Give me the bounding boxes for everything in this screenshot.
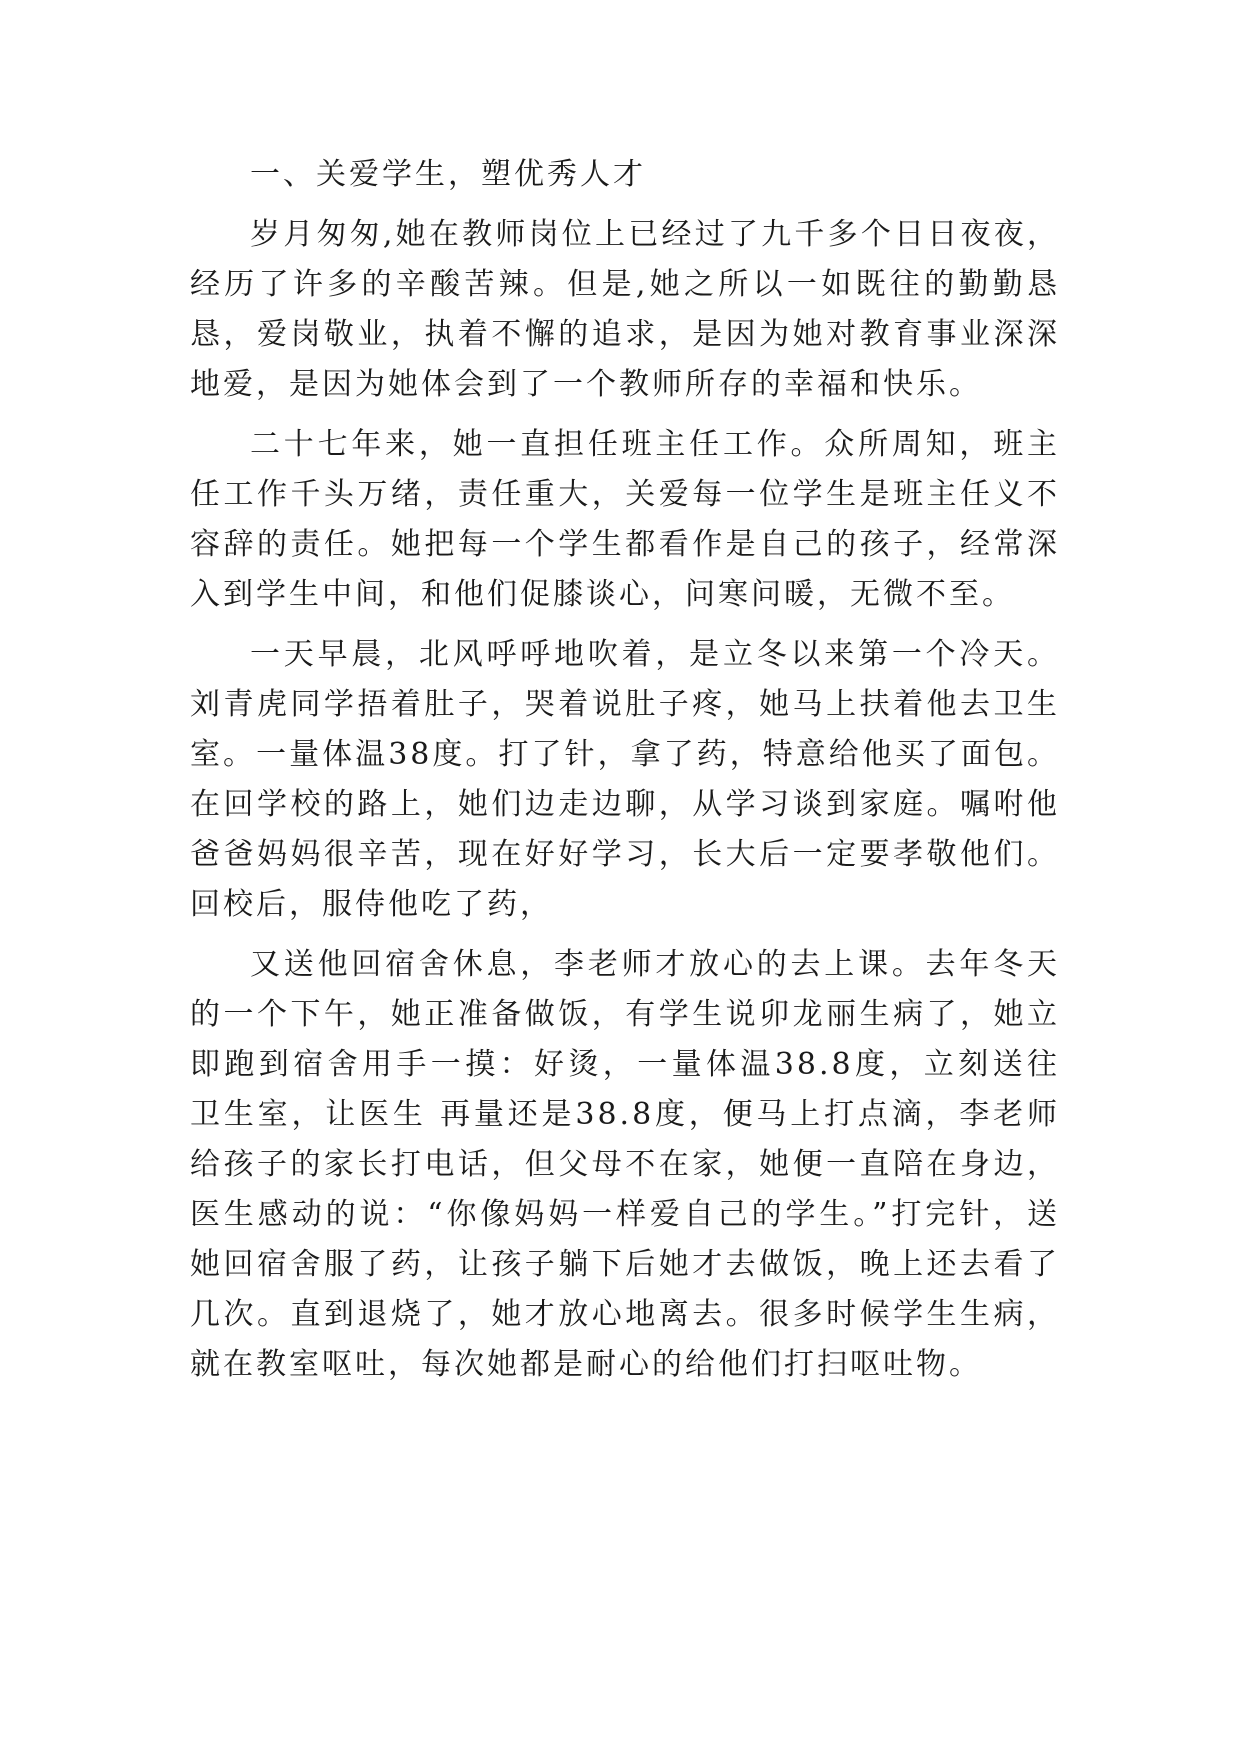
paragraph-3: 一天早晨，北风呼呼地吹着，是立冬以来第一个冷天。刘青虎同学捂着肚子，哭着说肚子疼，她马上扶着他去卫生室。一量体温38度。打了针，拿了药，特意给他买了面包。在回学校的路上，她们边走边聊，从学习谈到家庭。嘱咐他爸爸妈妈很辛苦，现在好好学习，长大后一定要孝敬他们。回校后，服侍他吃了药， bbox=[190, 637, 1060, 922]
paragraph-4: 又送他回宿舍休息，李老师才放心的去上课。去年冬天的一个下午，她正准备做饭，有学生说卯龙丽生病了，她立即跑到宿舍用手一摸：好烫，一量体温38.8度，立刻送往卫生室，让医生 再量还是38.8度，便马上打点滴，李老师给孩子的家长打电话，但父母不在家，她便一直陪在身边，医生感动的说：“你像妈妈一样爱自己的学生。”打完针，送她回宿舍服了药，让孩子躺下后她才去做饭，晚上还去看了几次。直到退烧了，她才放心地离去。很多时候学生生病，就在教室呕吐，每次她都是耐心的给他们打扫呕吐物。 bbox=[190, 947, 1060, 1382]
document-body bbox=[190, 150, 1060, 1400]
paragraph-2: 二十七年来，她一直担任班主任工作。众所周知，班主任工作千头万绪，责任重大，关爱每一位学生是班主任义不容辞的责任。她把每一个学生都看作是自己的孩子，经常深入到学生中间，和他们促膝谈心，问寒问暖，无微不至。 bbox=[190, 427, 1060, 612]
section-heading: 一、关爱学生，塑优秀人才 bbox=[250, 157, 646, 192]
paragraph-1: 岁月匆匆,她在教师岗位上已经过了九千多个日日夜夜，经历了许多的辛酸苦辣。但是,她之所以一如既往的勤勤恳恳，爱岗敬业，执着不懈的追求，是因为她对教育事业深深地爱，是因为她体会到了一个教师所存的幸福和快乐。 bbox=[190, 217, 1060, 402]
